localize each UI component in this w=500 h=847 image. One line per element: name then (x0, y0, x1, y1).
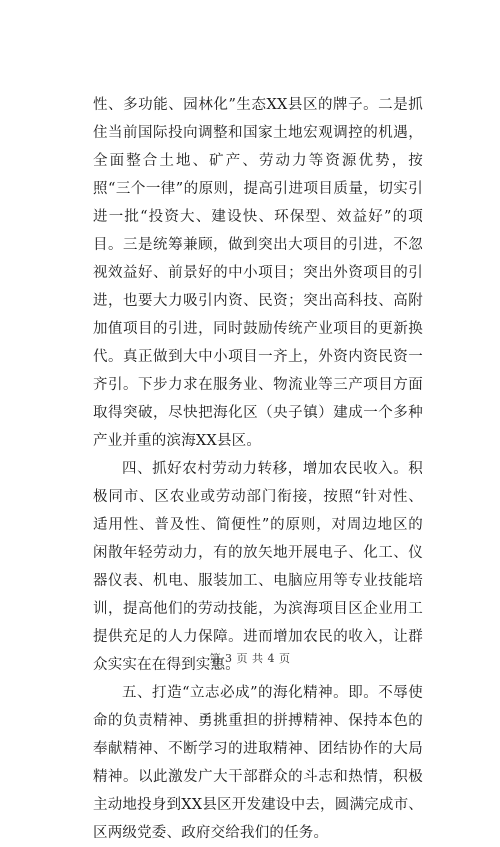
paragraph-continuation: 性、多功能、园林化”生态XX县区的牌子。二是抓住当前国际投向调整和国家土地宏观调控的机遇，全面整合土地、矿产、劳动力等资源优势，按照“三个一律”的原则，提高引进项目质量，切实引进一批“投资大、建设快、环保型、效益好”的项目。三是统筹兼顾，做到突出大项目的引进，不忽视效益好、前景好的中小项目；突出外资项目的引进，也要大力吸引内资、民资；突出高科技、高附加值项目的引进，同时鼓励传统产业项目的更新换代。真正做到大中小项目一齐上，外资内资民资一齐引。下步力求在服务业、物流业等三产项目方面取得突破，尽快把海化区（央子镇）建成一个多种产业并重的滨海XX县区。 (93, 97, 423, 449)
page-number-footer: 第 3 页 共 4 页 (209, 652, 291, 665)
paragraph-haihua-spirit: 五、打造“立志必成”的海化精神。即。不辱使命的负责精神、勇挑重担的拼搏精神、保持本色的奉献精神、不断学习的进取精神、团结协作的大局精神。以此激发广大干部群众的斗志和热情，积极主动地投身到XX县区开发建设中去，圆满完成市、区两级党委、政府交给我们的任务。 (93, 685, 423, 841)
paragraph-rural-labor: 四、抓好农村劳动力转移，增加农民收入。积极同市、区农业或劳动部门衔接，按照“针对性、适用性、普及性、简便性”的原则，对周边地区的闲散年轻劳动力，有的放矢地开展电子、化工、仪器仪表、机电、服装加工、电脑应用等专业技能培训，提高他们的劳动技能，为滨海项目区企业用工提供充足的人力保障。进而增加农民的收入，让群众实实在在得到实惠。 (93, 461, 423, 673)
document-body (93, 91, 423, 847)
